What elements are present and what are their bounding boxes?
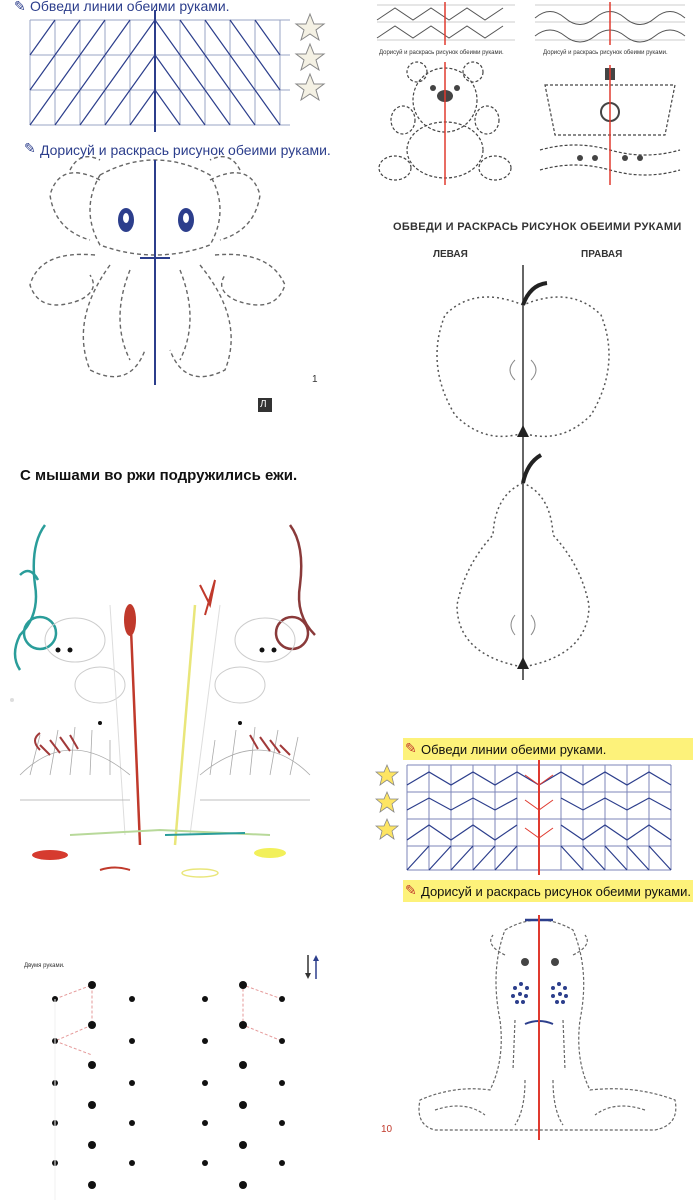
mice-hedgehogs-worksheet <box>0 455 340 885</box>
page-number: 1 <box>312 374 318 385</box>
boat-caption: Дорисуй и раскрась рисунок обеими руками. <box>543 50 668 56</box>
publisher-logo: Л <box>260 399 267 410</box>
pencil-icon: ✎ <box>405 882 417 898</box>
direction-arrows-icon <box>305 955 319 979</box>
pencil-icon: ✎ <box>405 740 417 756</box>
dots-drawing <box>0 945 340 1200</box>
walrus-draw-title: Дорисуй и раскрась рисунок обеими руками. <box>421 884 692 899</box>
bear-boat-drawing <box>365 0 694 200</box>
mice-hedgehogs-drawing <box>0 455 340 885</box>
dots-worksheet <box>0 945 340 1200</box>
octopus-trace-title: Обведи линии обеими руками. <box>30 0 230 14</box>
page-number: 10 <box>381 1124 393 1135</box>
bear-boat-worksheet <box>365 0 694 200</box>
pencil-icon: ✎ <box>24 140 36 156</box>
mice-title: С мышами во ржи подружились ежи. <box>20 467 298 484</box>
walrus-drawing <box>375 730 694 1150</box>
walrus-trace-title: Обведи линии обеими руками. <box>421 742 607 757</box>
label-right: ПРАВАЯ <box>581 249 623 260</box>
dots-caption: Двумя руками. <box>24 963 65 969</box>
label-left: ЛЕВАЯ <box>433 249 468 260</box>
apple-pear-drawing <box>365 205 694 685</box>
apple-pear-title: ОБВЕДИ И РАСКРАСЬ РИСУНОК ОБЕИМИ РУКАМИ <box>393 221 682 233</box>
bear-caption: Дорисуй и раскрась рисунок обеими руками. <box>379 50 504 56</box>
octopus-draw-title: Дорисуй и раскрась рисунок обеими руками. <box>40 142 331 158</box>
octopus-worksheet <box>0 0 340 420</box>
walrus-worksheet <box>375 730 694 1150</box>
dot-grid <box>52 981 285 1189</box>
octopus-drawing <box>0 0 340 420</box>
apple-pear-worksheet <box>365 205 694 685</box>
pencil-icon: ✎ <box>14 0 26 14</box>
